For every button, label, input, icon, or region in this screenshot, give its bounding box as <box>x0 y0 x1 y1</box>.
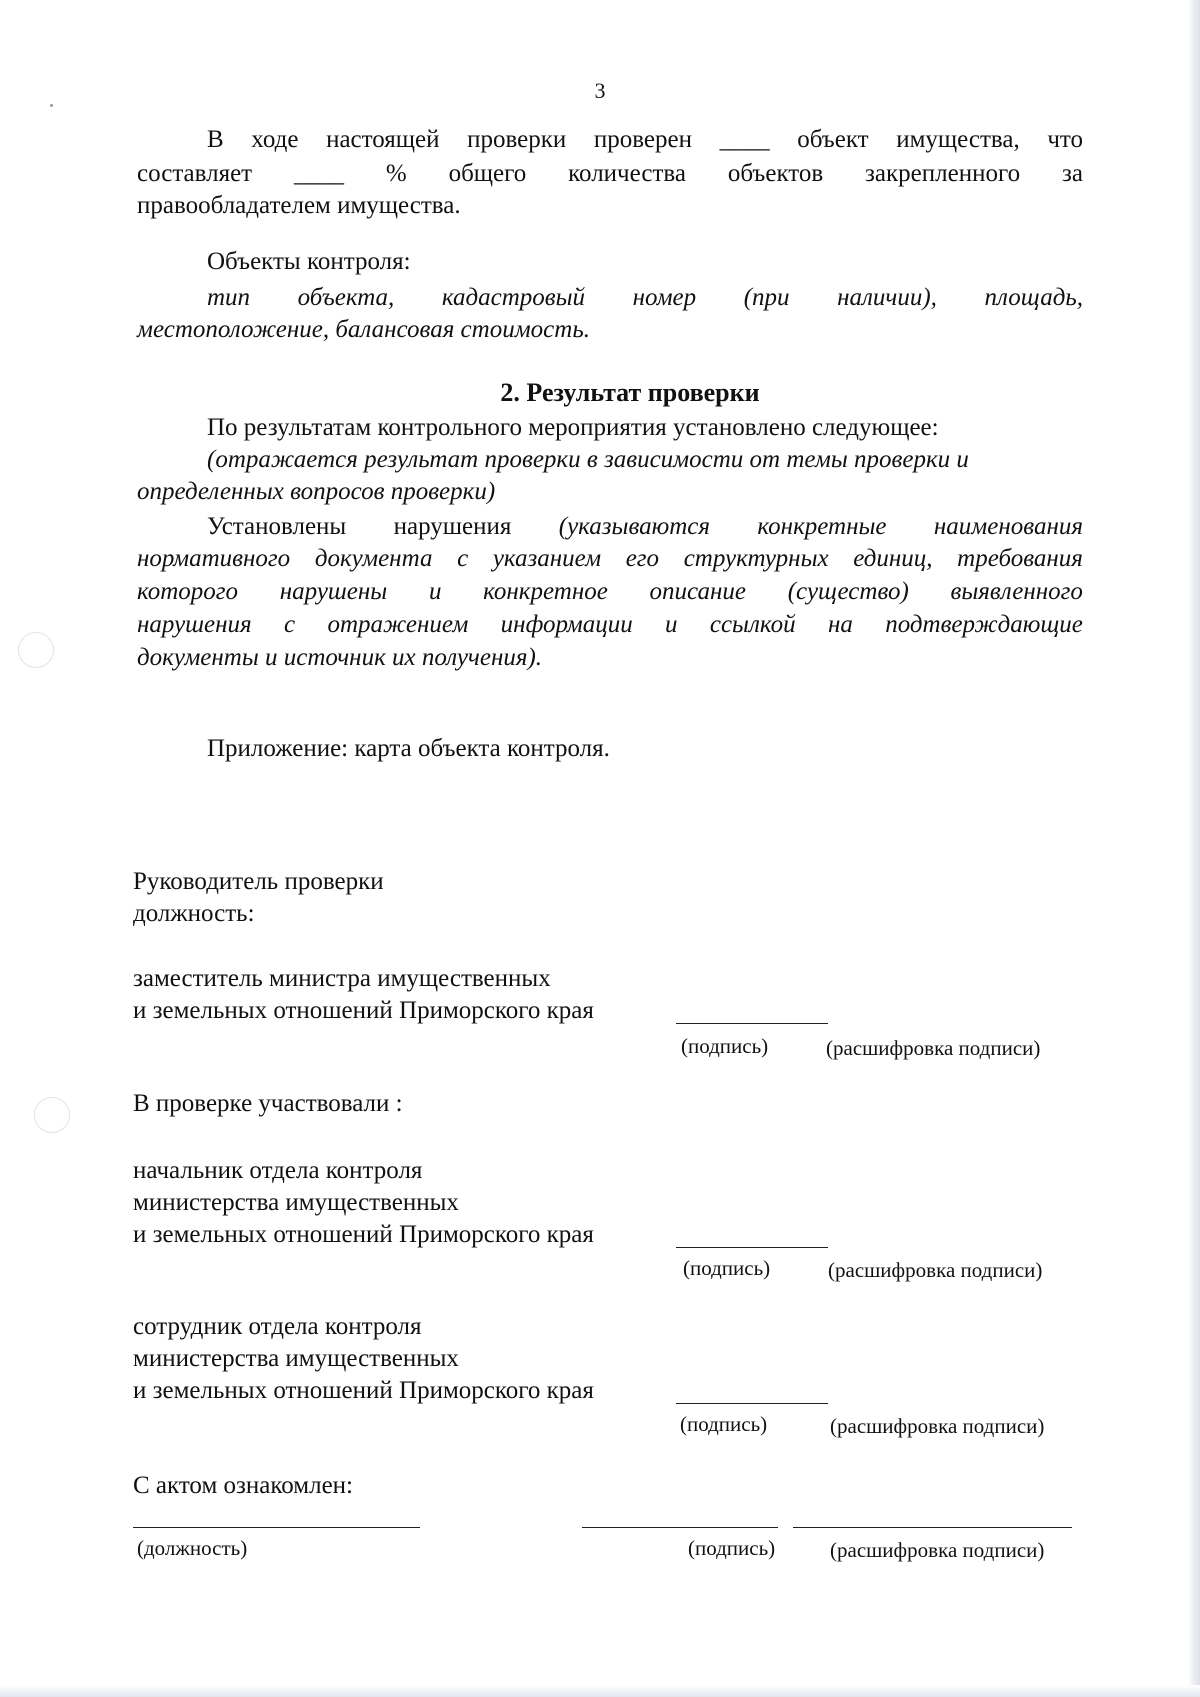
participant2-line-2: министерства имущественных <box>133 1345 459 1372</box>
word: подтверждающие <box>885 611 1083 638</box>
position-caption: (должность) <box>137 1536 248 1560</box>
word: (указываются <box>558 513 711 540</box>
head-position-line-1: заместитель министра имущественных <box>133 965 551 992</box>
word: ссылкой <box>709 611 796 638</box>
violations-line-5: документы и источник их получения). <box>137 644 543 671</box>
intro-line-1 <box>207 124 1083 156</box>
word: номер <box>632 284 697 311</box>
word: единиц, <box>853 545 933 572</box>
objects-title: Объекты контроля: <box>207 248 411 275</box>
signature-decoding-caption: (расшифровка подписи) <box>830 1414 1045 1438</box>
word: закрепленного <box>865 160 1021 187</box>
page-edge-shadow-bottom <box>0 1685 1200 1697</box>
word: наличии), <box>837 284 937 311</box>
head-position-label: должность: <box>133 900 255 927</box>
word: ____ <box>719 126 770 153</box>
word: с <box>284 611 296 638</box>
word: проверки <box>467 126 567 153</box>
word: что <box>1047 126 1083 153</box>
participant2-signature-line <box>676 1403 828 1404</box>
word: нарушения <box>137 611 252 638</box>
violations-line-4 <box>137 609 1083 641</box>
word: конкретные <box>757 513 887 540</box>
section-note-line-2: определенных вопросов проверки) <box>137 478 496 505</box>
word: его <box>625 545 660 572</box>
intro-line-3: правообладателем имущества. <box>137 192 461 219</box>
word: кадастровый <box>441 284 586 311</box>
word: нарушены <box>279 578 388 605</box>
word: информации <box>500 611 633 638</box>
objects-desc-line-2: местоположение, балансовая стоимость. <box>137 316 590 343</box>
section-heading: 2. Результат проверки <box>500 378 760 407</box>
punch-hole-mark <box>34 1097 70 1133</box>
participant1-line-1: начальник отдела контроля <box>133 1157 423 1184</box>
violations-line-1 <box>207 511 1083 543</box>
signature-caption: (подпись) <box>681 1034 769 1058</box>
section-intro: По результатам контрольного мероприятия установлено следующее: <box>207 414 939 441</box>
word: и <box>665 611 678 638</box>
participant1-line-3: и земельных отношений Приморского края <box>133 1221 594 1248</box>
word: ____ <box>294 160 344 187</box>
violations-line-3 <box>137 576 1083 608</box>
word: общего <box>448 160 527 187</box>
participant2-line-3: и земельных отношений Приморского края <box>133 1377 594 1404</box>
signature-caption: (подпись) <box>680 1412 768 1436</box>
word: (при <box>743 284 790 311</box>
word: нормативного <box>137 545 291 572</box>
signature-caption: (подпись) <box>683 1256 771 1280</box>
word: (существо) <box>787 578 909 605</box>
signature-decoding-caption: (расшифровка подписи) <box>830 1538 1045 1562</box>
scan-speck <box>50 104 53 107</box>
word: Установлены <box>207 513 347 540</box>
word: отражением <box>327 611 469 638</box>
intro-line-2 <box>137 158 1083 190</box>
word: которого <box>137 578 239 605</box>
word: выявленного <box>950 578 1083 605</box>
word: площадь, <box>984 284 1083 311</box>
word: наименования <box>933 513 1083 540</box>
word: тип <box>207 284 251 311</box>
signature-decoding-caption: (расшифровка подписи) <box>828 1258 1043 1282</box>
participant1-line-2: министерства имущественных <box>133 1189 459 1216</box>
word: имущества, <box>896 126 1020 153</box>
word: В <box>207 126 224 153</box>
acquainted-title: С актом ознакомлен: <box>133 1472 353 1499</box>
word: с <box>457 545 469 572</box>
word: объекта, <box>297 284 395 311</box>
word: описание <box>649 578 746 605</box>
participant1-signature-line <box>676 1247 828 1248</box>
acquainted-position-line <box>133 1527 420 1528</box>
word: объектов <box>727 160 824 187</box>
word: и <box>428 578 442 605</box>
word: настоящей <box>326 126 440 153</box>
violations-line-2 <box>137 543 1083 575</box>
word: указанием <box>492 545 602 572</box>
word: проверен <box>593 126 692 153</box>
word: объект <box>797 126 869 153</box>
section-note-line-1: (отражается результат проверки в зависимости от темы проверки и <box>207 446 969 473</box>
page-number: 3 <box>594 78 606 103</box>
word: конкретное <box>483 578 608 605</box>
word: составляет <box>137 160 253 187</box>
head-signature-line <box>676 1023 828 1024</box>
word: структурных <box>683 545 829 572</box>
head-position-line-2: и земельных отношений Приморского края <box>133 997 594 1024</box>
word: нарушения <box>393 513 512 540</box>
word: за <box>1061 160 1083 187</box>
signature-decoding-caption: (расшифровка подписи) <box>826 1036 1041 1060</box>
word: ходе <box>251 126 299 153</box>
participant2-line-1: сотрудник отдела контроля <box>133 1313 422 1340</box>
head-title: Руководитель проверки <box>133 868 384 895</box>
word: на <box>827 611 853 638</box>
page-edge-shadow-right <box>1188 0 1200 1697</box>
word: количества <box>568 160 686 187</box>
punch-hole-mark <box>18 632 54 668</box>
objects-desc-line-1 <box>207 282 1083 314</box>
acquainted-signature-line <box>582 1527 778 1528</box>
word: требования <box>957 545 1083 572</box>
participants-title: В проверке участвовали : <box>133 1090 403 1117</box>
acquainted-decoding-line <box>793 1527 1072 1528</box>
word: % <box>385 160 407 187</box>
appendix-text: Приложение: карта объекта контроля. <box>207 735 610 762</box>
word: документа <box>314 545 433 572</box>
signature-caption: (подпись) <box>688 1536 776 1560</box>
